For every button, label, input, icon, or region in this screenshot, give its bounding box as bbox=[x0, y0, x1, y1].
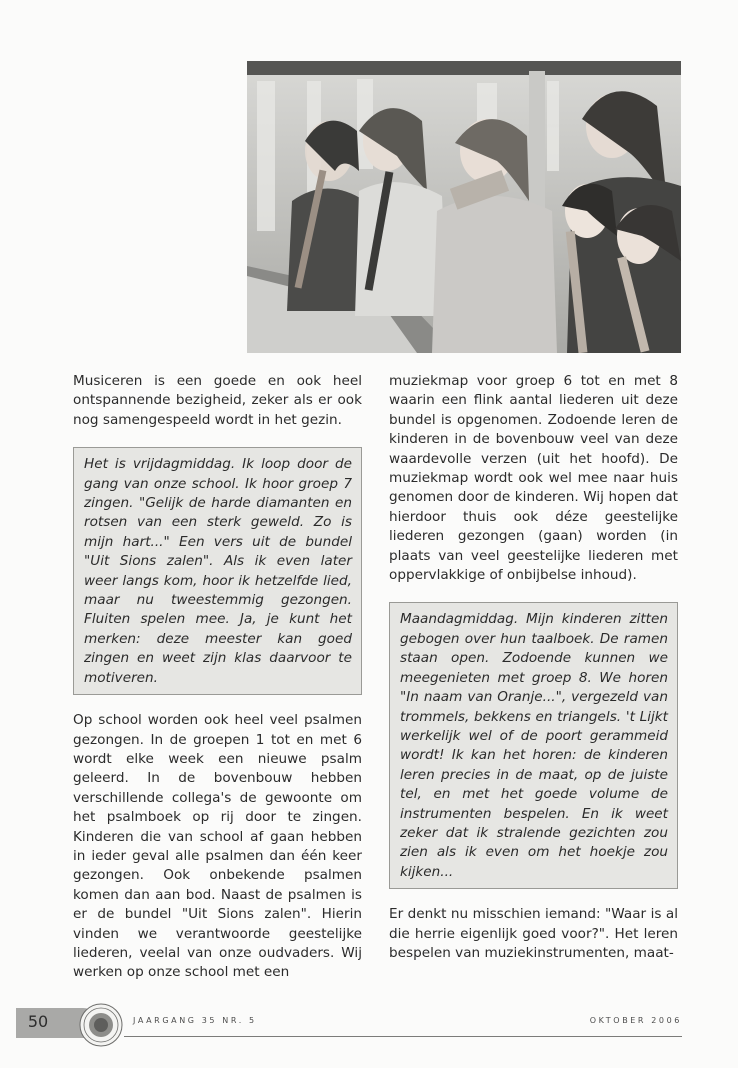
quote-text: Het is vrijdagmiddag. Ik loop door de gang van onze school. Ik hoor groep 7 zingen. "Gelijk de harde diamanten en rotsen van een sterk geweld. Zo is mijn hart..." Een vers uit de bundel "Uit Sions zalen". Als ik even later weer langs kom, hoor ik hetzelfde lied, maar nu tweestemmig gezongen. Fluiten spelen mee. Ja, je kunt het merken: deze meester kan goed zingen en weet zijn klas daarvoor te motiveren. bbox=[84, 456, 352, 686]
children-music-photo bbox=[247, 61, 681, 353]
left-column bbox=[73, 372, 362, 983]
quote-box-monday bbox=[389, 602, 678, 889]
intro-paragraph: Musiceren is een goede en ook heel ontspannende bezigheid, zeker als er ook nog samengespeeld wordt in het gezin. bbox=[73, 373, 362, 428]
quote-text: Maandagmiddag. Mijn kinderen zitten gebogen over hun taalboek. De ramen staan open. Zodoende kunnen we meegenieten met groep 8. We horen "In naam van Oranje...", vergezeld van trommels, bekkens en triangels. 't Lijkt werkelijk wel of de poort gerammeid wordt! Ik kan het horen: de kinderen leren precies in de maat, op de juiste tel, en met het goede volume de instrumenten bespelen. En ik weet zeker dat ik stralende gezichten zou zien als ik even om het hoekje zou kijken... bbox=[400, 611, 668, 880]
school-seal-icon bbox=[79, 1003, 123, 1047]
music-folder-paragraph: muziekmap voor groep 6 tot en met 8 waarin een flink aantal liederen uit deze bundel is opgenomen. Zodoende leren de kinderen in de bovenbouw veel van deze waardevolle verzen (uit het hoofd). De muziekmap wordt ook wel mee naar huis genomen door de kinderen. Wij hopen dat hierdoor thuis ook déze geestelijke liederen gezongen (gaan) worden (in plaats van veel geestelijke liederen met oppervlakkige of onbijbelse inhoud). bbox=[389, 373, 678, 584]
psalms-paragraph: Op school worden ook heel veel psalmen gezongen. In de groepen 1 tot en met 6 wordt elke week een nieuwe psalm geleerd. In de bovenbouw hebben verschillende collega's de gewoonte om het psalmboek op rij door te zingen. Kinderen die van school af gaan hebben in ieder geval alle psalmen dan één keer gezongen. Ook onbekende psalmen komen dan aan bod. Naast de psalmen is er de bundel "Uit Sions zalen". Hierin vinden we verantwoorde geestelijke liederen, veelal van onze oudvaders. Wij werken op onze school met een bbox=[73, 712, 362, 981]
page-number: 50 bbox=[27, 1012, 49, 1031]
right-column bbox=[389, 372, 678, 963]
issue-label: JAARGANG 35 NR. 5 bbox=[133, 1016, 257, 1025]
closing-paragraph: Er denkt nu misschien iemand: "Waar is al die herrie eigenlijk goed voor?". Het leren bespelen van muziekinstrumenten, maat- bbox=[389, 906, 678, 961]
quote-box-friday bbox=[73, 447, 362, 695]
article-photo bbox=[247, 61, 681, 353]
page-footer bbox=[0, 1005, 738, 1041]
date-label: OKTOBER 2006 bbox=[589, 1016, 682, 1025]
footer-rule bbox=[124, 1036, 682, 1037]
